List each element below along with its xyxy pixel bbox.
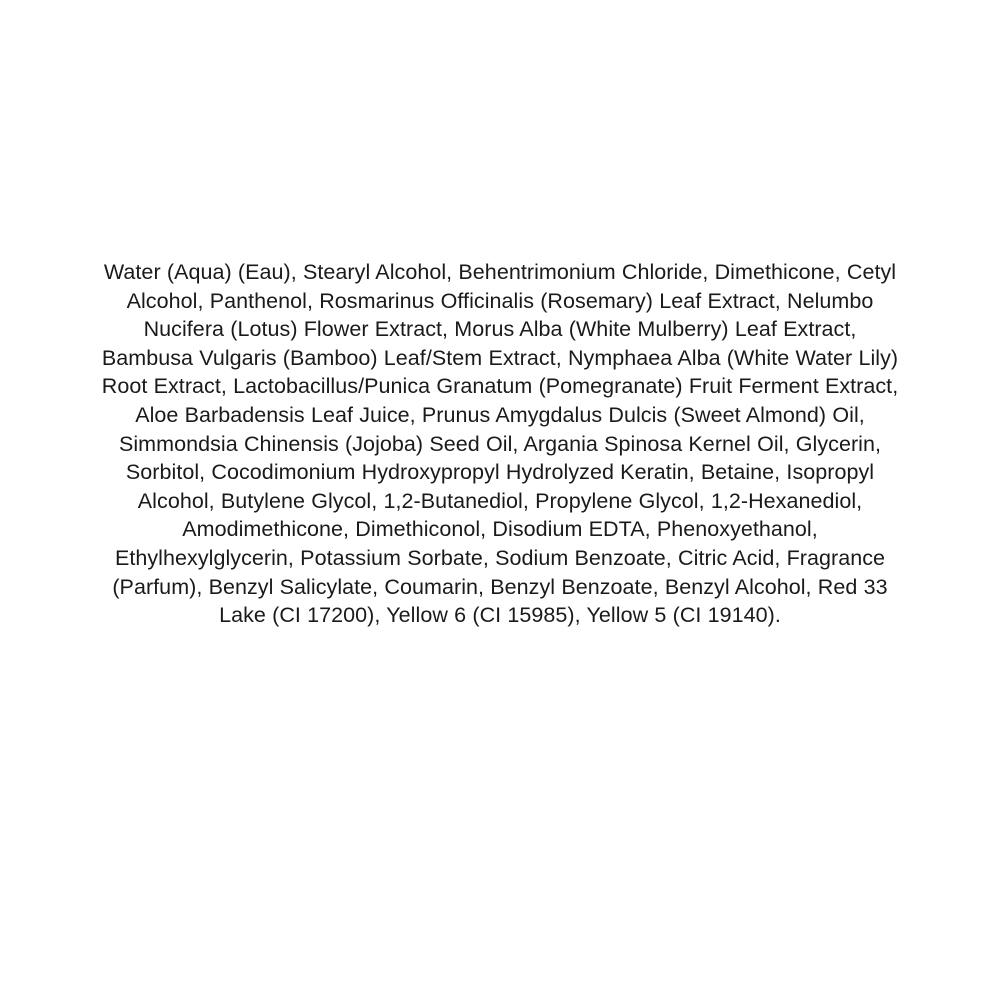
ingredients-block — [100, 258, 900, 630]
ingredients-list-text: Water (Aqua) (Eau), Stearyl Alcohol, Behentrimonium Chloride, Dimethicone, Cetyl Alcohol, Panthenol, Rosmarinus Officinalis (Rosemary) Leaf Extract, Nelumbo Nucifera (Lotus) Flower Extract, Morus Alba (White Mulberry) Leaf Extract, Bambusa Vulgaris (Bamboo) Leaf/Stem Extract, Nymphaea Alba (White Water Lily) Root Extract, Lactobacillus/Punica Granatum (Pomegranate) Fruit Ferment Extract, Aloe Barbadensis Leaf Juice, Prunus Amygdalus Dulcis (Sweet Almond) Oil, Simmondsia Chinensis (Jojoba) Seed Oil, Argania Spinosa Kernel Oil, Glycerin, Sorbitol, Cocodimonium Hydroxypropyl Hydrolyzed Keratin, Betaine, Isopropyl Alcohol, Butylene Glycol, 1,2-Butanediol, Propylene Glycol, 1,2-Hexanediol, Amodimethicone, Dimethiconol, Disodium EDTA, Phenoxyethanol, Ethylhexylglycerin, Potassium Sorbate, Sodium Benzoate, Citric Acid, Fragrance (Parfum), Benzyl Salicylate, Coumarin, Benzyl Benzoate, Benzyl Alcohol, Red 33 Lake (CI 17200), Yellow 6 (CI 15985), Yellow 5 (CI 19140). — [101, 260, 899, 628]
